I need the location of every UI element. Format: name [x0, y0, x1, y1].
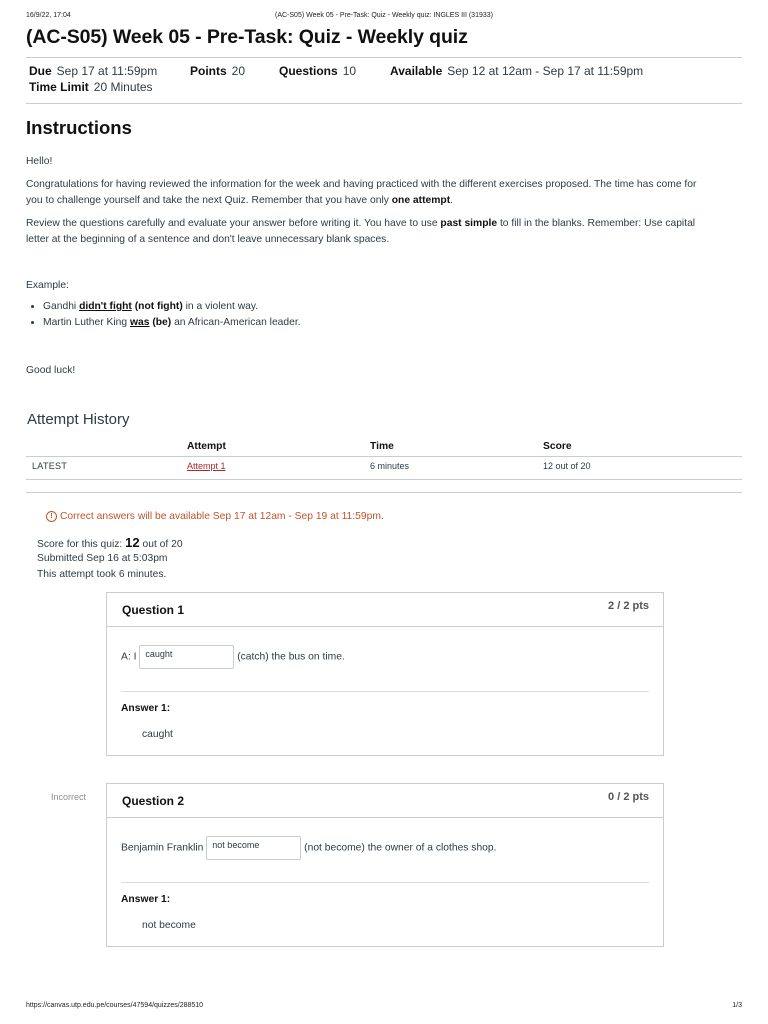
time-limit-value: 20 Minutes: [93, 80, 153, 94]
meta-time-limit: [29, 80, 153, 94]
divider: [121, 882, 649, 883]
ex2-post: an African-American leader.: [171, 317, 301, 328]
questions-label: Questions: [279, 64, 338, 78]
row-label-latest: LATEST: [32, 461, 68, 471]
incorrect-flag: Incorrect: [51, 792, 87, 802]
exclamation-circle-icon: !: [46, 511, 57, 522]
answer-blank-field[interactable]: not become: [206, 836, 301, 860]
answer-value: not become: [142, 920, 196, 931]
question-text-pre: Benjamin Franklin: [121, 842, 204, 854]
question-points: 2 / 2 pts: [608, 600, 649, 612]
attempt-history-heading: Attempt History: [27, 411, 130, 428]
submitted-time: Submitted Sep 16 at 5:03pm: [37, 553, 168, 564]
instructions-heading: Instructions: [26, 117, 132, 138]
question-1-card: [106, 592, 664, 756]
quiz-score: [37, 535, 183, 550]
meta-points: [190, 64, 245, 78]
question-text: [121, 836, 497, 860]
ex1-answer: didn't fight: [79, 301, 132, 312]
available-value: Sep 12 at 12am - Sep 17 at 11:59pm: [447, 64, 644, 78]
answer-label: Answer 1:: [121, 894, 171, 905]
meta-available: [390, 64, 643, 78]
divider: [121, 691, 649, 692]
notice-text: Correct answers will be available Sep 17 at 12am - Sep 19 at 11:59pm.: [60, 511, 384, 522]
ex2-answer: was: [130, 317, 150, 328]
p1-end: .: [450, 194, 453, 206]
column-header-attempt: Attempt: [187, 441, 226, 452]
points-label: Points: [190, 64, 227, 78]
divider: [26, 57, 742, 58]
one-attempt-emphasis: one attempt: [391, 194, 451, 206]
print-doc-title: (AC-S05) Week 05 - Pre-Task: Quiz - Weekly quiz: INGLES III (31933): [275, 12, 493, 19]
attempt-time: 6 minutes: [370, 461, 410, 471]
p1-line2: you to challenge yourself and take the next Quiz. Remember that you have only: [26, 194, 392, 206]
column-header-score: Score: [543, 441, 572, 452]
time-limit-label: Time Limit: [29, 80, 89, 94]
question-text: [121, 645, 345, 669]
good-luck: Good luck!: [26, 365, 76, 376]
due-label: Due: [29, 64, 52, 78]
ex2-pre: Martin Luther King: [43, 317, 130, 328]
question-title: Question 2: [122, 794, 185, 808]
ex1-pre: Gandhi: [43, 301, 80, 312]
ex1-hint: (not fight): [131, 301, 183, 312]
column-header-time: Time: [370, 441, 394, 452]
divider: [26, 103, 742, 104]
score-out-of: out of 20: [142, 539, 183, 550]
question-text-post: (catch) the bus on time.: [237, 651, 345, 663]
score-label: Score for this quiz:: [37, 539, 123, 550]
past-simple-emphasis: past simple: [440, 218, 498, 229]
points-value: 20: [231, 64, 246, 78]
available-label: Available: [390, 64, 443, 78]
list-item: [43, 299, 301, 315]
p2-line2: letter at the beginning of a sentence and don't leave unnecessary blank spaces.: [26, 233, 390, 245]
example-list: [26, 299, 301, 331]
question-header: [107, 593, 663, 627]
question-points: 0 / 2 pts: [608, 791, 649, 803]
ex2-hint: (be): [149, 317, 172, 328]
list-item: [43, 315, 301, 331]
question-header: [107, 784, 663, 818]
print-footer-url: https://canvas.utp.edu.pe/courses/47594/quizzes/288510: [26, 1002, 204, 1009]
answer-label: Answer 1:: [121, 703, 171, 714]
question-2-card: [106, 783, 664, 947]
answer-value: caught: [142, 729, 173, 740]
attempt-1-link[interactable]: Attempt 1: [187, 461, 226, 471]
example-label: Example:: [26, 280, 69, 291]
divider: [26, 492, 742, 493]
instructions-paragraph-2: [26, 216, 742, 247]
p2-line1-pre: Review the questions carefully and evaluate your answer before writing it. You have to use: [26, 218, 441, 229]
ex1-post: in a violent way.: [182, 301, 259, 312]
attempt-score: 12 out of 20: [543, 461, 591, 471]
print-datetime: 16/9/22, 17:04: [26, 12, 71, 19]
due-value: Sep 17 at 11:59pm: [56, 64, 158, 78]
print-footer-page: 1/3: [732, 1002, 742, 1009]
question-title: Question 1: [122, 603, 185, 617]
meta-questions: [279, 64, 356, 78]
p2-line1-post: to fill in the blanks. Remember: Use capital: [497, 218, 696, 229]
meta-due: [29, 64, 157, 78]
score-value: 12: [125, 535, 140, 550]
question-text-pre: A: I: [121, 651, 137, 663]
question-text-post: (not become) the owner of a clothes shop.: [304, 842, 497, 854]
instructions-paragraph-1: [26, 177, 742, 208]
attempt-duration: This attempt took 6 minutes.: [37, 569, 167, 580]
instructions-hello: Hello!: [26, 156, 53, 167]
page-title: (AC-S05) Week 05 - Pre-Task: Quiz - Weekly quiz: [26, 26, 468, 48]
answer-blank-field[interactable]: caught: [139, 645, 234, 669]
questions-value: 10: [342, 64, 357, 78]
p1-line1: Congratulations for having reviewed the information for the week and having practiced with the different exercises proposed. The time has come for: [26, 179, 697, 190]
answers-availability-notice: [46, 511, 384, 522]
